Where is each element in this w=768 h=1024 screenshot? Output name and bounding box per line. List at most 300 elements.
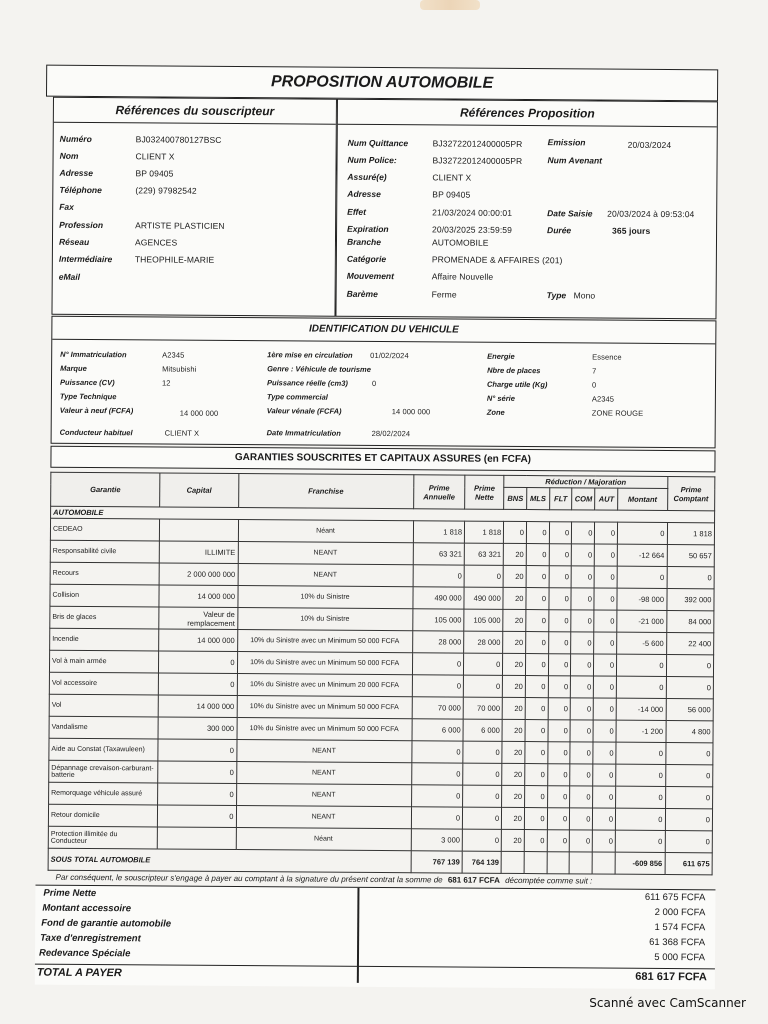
table-cell: 14 000 000	[158, 695, 236, 718]
label-marque: Marque	[60, 363, 87, 373]
col-franchise: Franchise	[238, 474, 413, 509]
label-date-saisie: Date Saisie	[547, 208, 593, 219]
table-cell: 0	[547, 742, 570, 764]
value-marque: Mitsubishi	[162, 364, 197, 374]
label-emission: Emission	[547, 137, 586, 148]
table-cell: Protection illimitée du Conducteur	[48, 826, 157, 849]
table-cell: 0	[594, 588, 617, 610]
table-cell: 0	[617, 522, 667, 544]
title-bar	[46, 65, 718, 102]
table-cell: 0	[616, 742, 666, 764]
table-cell: 0	[548, 610, 571, 632]
table-cell: 490 000	[413, 587, 465, 609]
table-cell: Néant	[236, 828, 411, 851]
table-cell: 0	[594, 676, 617, 698]
table-cell: 2 000 000 000	[159, 563, 237, 586]
table-cell: 0	[547, 808, 570, 830]
souscripteur-value: BJ032400780127BSC	[135, 134, 222, 145]
value-adresse-prop: BP 09405	[432, 189, 471, 200]
recap-value: 5 000 FCFA	[654, 951, 706, 964]
table-cell: 0	[593, 830, 616, 852]
recap-rows	[35, 886, 715, 964]
label-puissance: Puissance (CV)	[59, 377, 115, 388]
table-cell: 0	[665, 831, 713, 853]
souscripteur-label: Numéro	[59, 133, 92, 144]
table-cell: 0	[571, 588, 594, 610]
subtotal-prime-nette: 764 139	[462, 851, 501, 873]
recap-label: Fond de garantie automobile	[41, 917, 172, 930]
label-effet: Effet	[347, 206, 366, 217]
label-energie: Energie	[487, 351, 515, 361]
value-type: Mono	[573, 290, 596, 301]
table-cell: 28 000	[464, 631, 503, 653]
table-cell: 0	[411, 741, 463, 763]
label-places: Nbre de places	[487, 365, 541, 376]
table-cell: 0	[571, 676, 594, 698]
table-cell: NEANT	[236, 784, 411, 807]
total-label: TOTAL A PAYER	[36, 966, 122, 980]
table-cell: 0	[595, 522, 618, 544]
col-prime-annuelle: Prime Annuelle	[413, 475, 465, 509]
recap-value: 1 574 FCFA	[654, 921, 706, 934]
souscripteur-label: Intermédiaire	[58, 253, 113, 265]
col-garantie: Garantie	[51, 472, 160, 507]
table-cell: Dépannage crevaison-carburant-batterie	[49, 760, 158, 783]
table-cell: 0	[594, 632, 617, 654]
table-cell: 0	[617, 654, 667, 676]
value-puissance-reelle: 0	[371, 378, 377, 388]
section-automobile: AUTOMOBILE	[51, 506, 715, 523]
table-cell: 0	[571, 610, 594, 632]
table-cell: 0	[159, 651, 237, 674]
value-categorie: PROMENADE & AFFAIRES (201)	[431, 254, 563, 266]
label-assure: Assuré(e)	[347, 171, 387, 183]
recap-label: Taxe d'enregistrement	[40, 932, 141, 945]
value-charge: 0	[591, 380, 597, 390]
table-cell: 0	[463, 741, 502, 763]
table-cell: 0	[525, 698, 548, 720]
table-cell: 0	[412, 675, 464, 697]
table-cell: 0	[549, 522, 572, 544]
col-capital: Capital	[160, 473, 239, 508]
label-date-immat: Date Immatriculation	[266, 428, 341, 438]
table-cell: 0	[666, 677, 714, 699]
table-cell: Vandalisme	[49, 716, 158, 739]
table-cell: 10% du Sinistre avec un Minimum 50 000 FCFA	[237, 718, 412, 741]
table-cell: 63 321	[413, 543, 465, 565]
table-cell: 0	[571, 566, 594, 588]
table-cell: 0	[616, 764, 666, 786]
vehicule-box	[51, 316, 717, 449]
label-conducteur: Conducteur habituel	[59, 427, 133, 438]
table-cell: 0	[665, 743, 713, 765]
souscripteur-value: ARTISTE PLASTICIEN	[135, 220, 225, 231]
table-cell: 0	[570, 720, 593, 742]
table-cell: 84 000	[666, 611, 714, 633]
table-cell: 20	[503, 653, 526, 675]
value-duree: 365 jours	[612, 225, 651, 236]
label-num-police: Num Police:	[347, 154, 397, 166]
garanties-title-bar	[50, 446, 715, 473]
value-branche: AUTOMOBILE	[431, 237, 489, 248]
garanties-table	[48, 472, 716, 876]
label-num-avenant: Num Avenant	[547, 155, 603, 166]
table-cell: 20	[502, 807, 525, 829]
table-cell: 0	[665, 787, 713, 809]
table-cell: 490 000	[464, 587, 503, 609]
table-cell: 20	[502, 719, 525, 741]
garanties-title: GARANTIES SOUSCRITES ET CAPITAUX ASSURES (en FCFA)	[234, 451, 532, 466]
table-cell: 0	[463, 763, 502, 785]
table-cell: 28 000	[412, 631, 464, 653]
recap-value: 2 000 FCFA	[654, 906, 706, 919]
table-cell: Incendie	[50, 628, 159, 651]
table-cell	[157, 827, 235, 850]
value-serie: A2345	[591, 394, 615, 404]
engagement-line	[56, 873, 716, 887]
value-num-police: BJ32722012400005PR	[432, 155, 523, 166]
table-cell: 22 400	[666, 633, 714, 655]
col-prime-nette: Prime Nette	[465, 475, 504, 509]
document-title: PROPOSITION AUTOMOBILE	[270, 73, 494, 92]
table-cell: 0	[525, 654, 548, 676]
camscanner-watermark: Scanné avec CamScanner	[589, 996, 746, 1010]
table-cell: 20	[503, 631, 526, 653]
table-cell: 0	[524, 830, 547, 852]
table-cell: NEANT	[236, 740, 411, 763]
table-cell: NEANT	[238, 542, 413, 565]
souscripteur-value: CLIENT X	[135, 151, 175, 162]
table-cell	[160, 519, 238, 542]
table-cell: 0	[549, 566, 572, 588]
label-duree: Durée	[547, 225, 572, 236]
col-com: COM	[572, 488, 595, 510]
table-cell: 14 000 000	[159, 629, 237, 652]
table-cell: 0	[463, 675, 502, 697]
table-cell: 0	[666, 655, 714, 677]
table-cell: 14 000 000	[159, 585, 237, 608]
table-cell: 0	[464, 653, 503, 675]
table-cell: 0	[616, 786, 666, 808]
table-cell: CEDEAO	[50, 518, 159, 541]
table-cell: 0	[525, 742, 548, 764]
table-cell: 70 000	[463, 697, 502, 719]
table-cell: 10% du Sinistre	[237, 586, 412, 609]
table-cell: -12 664	[617, 544, 667, 566]
table-cell: 0	[570, 764, 593, 786]
recap-label: Prime Nette	[43, 887, 97, 900]
souscripteur-label: Téléphone	[59, 184, 102, 196]
table-cell: 0	[158, 783, 236, 806]
table-cell: 0	[571, 654, 594, 676]
table-cell: 10% du Sinistre avec un Minimum 50 000 FCFA	[237, 696, 412, 719]
table-cell: 0	[463, 807, 502, 829]
table-cell: 0	[412, 653, 464, 675]
document-page	[35, 60, 721, 995]
table-cell: Vol	[49, 694, 158, 717]
table-cell: 0	[413, 565, 465, 587]
table-cell: 0	[158, 761, 236, 784]
table-cell: Remorquage véhicule assuré	[49, 782, 158, 805]
label-type-tech: Type Technique	[59, 391, 117, 402]
value-date-immat: 28/02/2024	[371, 428, 411, 439]
table-cell: 0	[593, 786, 616, 808]
table-cell: 4 800	[666, 721, 714, 743]
table-cell: 70 000	[412, 697, 464, 719]
table-cell: 0	[548, 720, 571, 742]
table-cell: 0	[549, 544, 572, 566]
table-cell: Bris de glaces	[50, 606, 159, 629]
table-cell: 0	[462, 829, 501, 851]
souscripteur-value: BP 09405	[135, 168, 174, 179]
table-cell: Collision	[50, 584, 159, 607]
souscripteur-value: (229) 97982542	[135, 185, 197, 196]
table-cell: 0	[526, 544, 549, 566]
table-cell: Vol à main armée	[49, 650, 158, 673]
table-cell: 0	[571, 632, 594, 654]
table-cell: 0	[615, 808, 665, 830]
souscripteur-label: eMail	[58, 271, 81, 282]
table-cell: 0	[158, 739, 236, 762]
table-cell: -98 000	[617, 588, 667, 610]
table-cell: 20	[502, 697, 525, 719]
engagement-suffix: décomptée comme suit :	[505, 875, 593, 886]
value-mise-circ: 01/02/2024	[370, 350, 409, 361]
table-cell: 0	[595, 566, 618, 588]
value-energie: Essence	[592, 352, 622, 362]
table-cell: 56 000	[666, 699, 714, 721]
table-cell: 50 657	[667, 545, 715, 567]
souscripteur-label: Adresse	[59, 167, 94, 179]
table-cell: 0	[570, 808, 593, 830]
table-cell: 0	[594, 654, 617, 676]
table-cell: 6 000	[412, 719, 464, 741]
label-valeur-neuf: Valeur à neuf (FCFA)	[59, 405, 134, 416]
subtotal-prime-annuelle: 767 139	[411, 851, 463, 873]
value-valeur-neuf: 14 000 000	[179, 408, 219, 418]
table-cell: 0	[463, 785, 502, 807]
table-cell: 0	[504, 521, 527, 543]
table-cell: 0	[594, 698, 617, 720]
table-cell: 0	[617, 566, 667, 588]
value-bareme: Ferme	[431, 289, 457, 300]
table-cell: Vol accessoire	[49, 672, 158, 695]
recap-label: Redevance Spéciale	[38, 947, 131, 960]
table-cell: 0	[526, 610, 549, 632]
table-cell: 0	[525, 720, 548, 742]
table-cell: 0	[547, 830, 570, 852]
label-bareme: Barème	[346, 288, 378, 299]
table-cell: 20	[502, 741, 525, 763]
value-date-saisie: 20/03/2024 à 09:53:04	[607, 208, 695, 220]
table-cell: 1 818	[465, 521, 504, 543]
table-cell: Recours	[50, 562, 159, 585]
table-cell: 105 000	[464, 609, 503, 631]
table-cell: ILLIMITE	[159, 541, 237, 564]
table-cell: -21 000	[617, 610, 667, 632]
value-expiration: 20/03/2025 23:59:59	[432, 224, 513, 235]
table-cell: 0	[549, 588, 572, 610]
label-adresse-prop: Adresse	[347, 188, 381, 200]
souscripteur-label: Réseau	[58, 236, 90, 247]
table-cell: 0	[593, 764, 616, 786]
souscripteur-box	[51, 97, 337, 317]
table-cell: 0	[548, 632, 571, 654]
garanties-body	[48, 506, 714, 853]
table-cell: 0	[525, 764, 548, 786]
label-expiration: Expiration	[347, 223, 389, 235]
souscripteur-label: Nom	[59, 150, 79, 161]
table-cell: 1 818	[413, 521, 465, 543]
table-cell: 0	[548, 676, 571, 698]
table-cell: 0	[667, 567, 715, 589]
table-cell: 20	[502, 829, 525, 851]
paper-smudge	[420, 0, 480, 10]
value-assure: CLIENT X	[432, 172, 472, 183]
souscripteur-title: Références du souscripteur	[54, 98, 336, 125]
label-type: Type	[546, 290, 567, 301]
recap-value: 61 368 FCFA	[649, 936, 706, 949]
label-mouvement: Mouvement	[346, 270, 395, 282]
label-zone: Zone	[486, 407, 505, 417]
table-cell: 0	[569, 830, 592, 852]
table-cell: 0	[158, 805, 236, 828]
table-cell: 20	[503, 675, 526, 697]
table-cell: 392 000	[666, 589, 714, 611]
table-cell: 0	[526, 632, 549, 654]
value-conducteur: CLIENT X	[164, 428, 200, 438]
label-type-com: Type commercial	[266, 392, 328, 402]
table-cell: 0	[411, 785, 463, 807]
table-cell: 0	[665, 765, 713, 787]
table-cell: 300 000	[158, 717, 236, 740]
table-cell: 0	[593, 720, 616, 742]
table-cell: 0	[526, 566, 549, 588]
table-cell: 10% du Sinistre avec un Minimum 50 000 FCFA	[237, 652, 412, 675]
subtotal-label: SOUS TOTAL AUTOMOBILE	[48, 848, 411, 873]
table-cell: Valeur de remplacement	[159, 607, 237, 630]
table-cell: 0	[570, 786, 593, 808]
label-immat: N° Immatriculation	[60, 349, 127, 360]
value-emission: 20/03/2024	[627, 139, 672, 151]
engagement-text: Par conséquent, le souscripteur s'engage à payer au comptant à la signature du présent contrat la somme de	[55, 872, 443, 885]
table-cell: 0	[411, 763, 463, 785]
table-cell: Responsabilité civile	[50, 540, 159, 563]
value-immat: A2345	[162, 350, 185, 360]
table-cell: 0	[548, 654, 571, 676]
label-serie: N° série	[486, 393, 515, 403]
col-reduction: Réduction / Majoration	[504, 475, 667, 488]
table-cell: 0	[547, 764, 570, 786]
value-num-quittance: BJ32722012400005PR	[432, 138, 523, 149]
table-cell: Retour domicile	[48, 804, 157, 827]
table-cell: 20	[503, 609, 526, 631]
label-mise-circ: 1ère mise en circulation	[267, 350, 353, 360]
table-cell: 63 321	[464, 543, 503, 565]
table-cell: 0	[525, 676, 548, 698]
table-cell: 105 000	[412, 609, 464, 631]
table-cell: 0	[571, 544, 594, 566]
table-cell: 0	[548, 698, 571, 720]
subtotal-prime-comptant: 611 675	[665, 853, 713, 875]
label-valeur-venale: Valeur vénale (FCFA)	[266, 406, 342, 416]
table-cell: 0	[593, 742, 616, 764]
engagement-amount: 681 617 FCFA	[447, 875, 500, 885]
col-bns: BNS	[504, 487, 527, 509]
value-mouvement: Affaire Nouvelle	[431, 271, 494, 282]
subtotal-montant: -609 856	[615, 852, 665, 874]
table-cell: 0	[593, 808, 616, 830]
proposition-title: Références Proposition	[338, 100, 717, 128]
souscripteur-value: AGENCES	[134, 237, 178, 248]
table-cell: 0	[616, 676, 666, 698]
table-cell: 0	[615, 830, 665, 852]
table-cell: 0	[547, 786, 570, 808]
table-cell: 20	[504, 543, 527, 565]
col-montant: Montant	[618, 488, 668, 510]
table-cell: -14 000	[616, 698, 666, 720]
label-genre: Genre : Véhicule de tourisme	[267, 364, 371, 374]
table-cell: 20	[503, 587, 526, 609]
table-cell: 0	[159, 673, 237, 696]
vehicule-title: IDENTIFICATION DU VEHICULE	[52, 317, 715, 345]
value-places: 7	[592, 366, 597, 376]
table-cell: -5 600	[617, 632, 667, 654]
value-puissance: 12	[161, 378, 171, 388]
proposition-box	[335, 99, 718, 320]
col-flt: FLT	[549, 488, 572, 510]
table-cell: 3 000	[411, 829, 463, 851]
table-cell: NEANT	[236, 806, 411, 829]
table-cell: 10% du Sinistre	[237, 608, 412, 631]
value-effet: 21/03/2024 00:00:01	[432, 207, 513, 218]
table-cell: 0	[526, 522, 549, 544]
table-cell: 20	[502, 785, 525, 807]
recap-label: Montant accessoire	[42, 902, 132, 915]
table-cell: 20	[502, 763, 525, 785]
label-categorie: Catégorie	[346, 253, 387, 265]
table-cell: 0	[526, 588, 549, 610]
table-cell: 20	[503, 565, 526, 587]
table-cell: 0	[464, 565, 503, 587]
table-cell: Aide au Constat (Taxawuleen)	[49, 738, 158, 761]
souscripteur-label: Profession	[59, 219, 104, 231]
col-mls: MLS	[527, 488, 550, 510]
souscripteur-label: Fax	[59, 201, 74, 212]
table-cell: 0	[524, 786, 547, 808]
table-cell: NEANT	[236, 762, 411, 785]
label-charge: Charge utile (Kg)	[486, 379, 548, 390]
total-row	[35, 964, 715, 988]
table-cell: 10% du Sinistre avec un Minimum 20 000 FCFA	[237, 674, 412, 697]
table-cell: Néant	[238, 520, 413, 543]
table-cell: NEANT	[238, 564, 413, 587]
value-zone: ZONE ROUGE	[591, 408, 644, 418]
table-cell: 0	[665, 809, 713, 831]
recap-value: 611 675 FCFA	[644, 891, 706, 904]
table-cell: -1 200	[616, 720, 666, 742]
table-cell: 0	[570, 698, 593, 720]
value-valeur-venale: 14 000 000	[391, 407, 431, 417]
table-cell: 0	[411, 807, 463, 829]
table-cell: 6 000	[463, 719, 502, 741]
col-aut: AUT	[595, 488, 618, 510]
souscripteur-value: THEOPHILE-MARIE	[134, 254, 215, 265]
table-cell: 0	[524, 808, 547, 830]
table-cell: 0	[595, 544, 618, 566]
table-cell: 0	[570, 742, 593, 764]
table-cell: 0	[594, 610, 617, 632]
